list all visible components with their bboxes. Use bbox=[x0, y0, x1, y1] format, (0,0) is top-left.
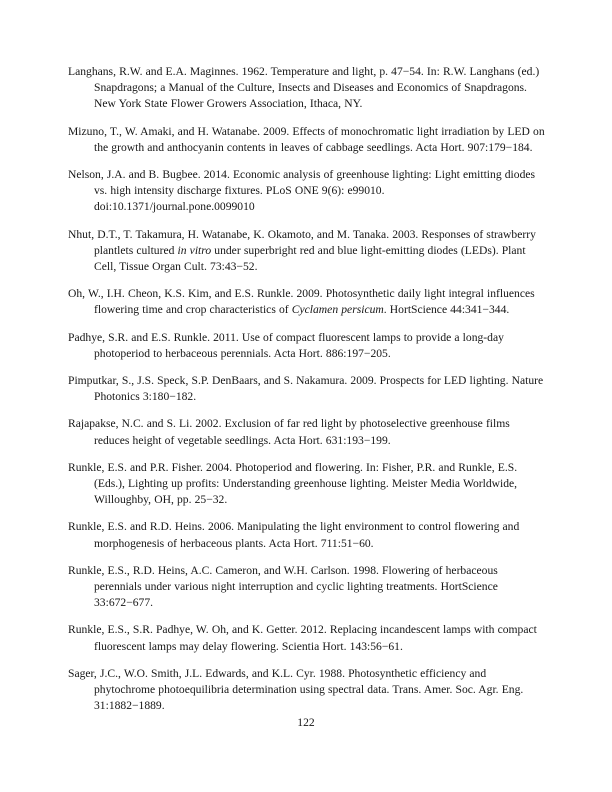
reference-list bbox=[68, 64, 546, 726]
reference-text: Langhans, R.W. and E.A. Maginnes. 1962. Temperature and light, p. 47−54. In: R.W. Langhans (ed.) Snapdragons; a Manual of the Culture, Insects and Diseases and Economics of Snapdragons. New York State Flower Growers Association, Ithaca, NY. bbox=[68, 65, 540, 111]
reference-text: under superbright red and blue light-emitting diodes (LEDs). Plant Cell, Tissue Organ Cult. 73:43−52. bbox=[94, 243, 526, 274]
reference-text: Oh, W., I.H. Cheon, K.S. Kim, and E.S. Runkle. 2009. Photosynthetic daily light integral influences flowering time and crop characteristics of bbox=[68, 287, 535, 317]
page-number: 122 bbox=[297, 716, 315, 729]
reference-text: Pimputkar, S., J.S. Speck, S.P. DenBaars, and S. Nakamura. 2009. Prospects for LED lighting. Nature Photonics 3:180−182. bbox=[68, 374, 544, 404]
reference-entry bbox=[68, 519, 546, 551]
reference-text: Padhye, S.R. and E.S. Runkle. 2011. Use of compact fluorescent lamps to provide a long-day photoperiod to herbaceous perennials. Acta Hort. 886:197−205. bbox=[68, 330, 504, 360]
reference-text: Nhut, D.T., T. Takamura, H. Watanabe, K. Okamoto, and M. Tanaka. 2003. Responses of strawberry plantlets cultured bbox=[68, 227, 536, 257]
reference-entry bbox=[68, 124, 546, 156]
reference-text: Runkle, E.S. and P.R. Fisher. 2004. Photoperiod and flowering. In: Fisher, P.R. and Runkle, E.S. (Eds.), Lighting up profits: Understanding greenhouse lighting. Meister Media Worldwide, Willoughby, OH, pp. 25−32. bbox=[68, 460, 518, 507]
reference-text: Runkle, E.S. and R.D. Heins. 2006. Manipulating the light environment to control flowering and morphogenesis of herbaceous plants. Acta Hort. 711:51−60. bbox=[68, 520, 520, 550]
reference-text: . HortScience 44:341−344. bbox=[383, 303, 510, 317]
reference-italic-text: in vitro bbox=[177, 243, 212, 257]
reference-entry bbox=[68, 330, 546, 362]
reference-text: Mizuno, T., W. Amaki, and H. Watanabe. 2009. Effects of monochromatic light irradiation by LED on the growth and anthocyanin contents in leaves of cabbage seedlings. Acta Hort. 907:179−184. bbox=[68, 124, 545, 154]
reference-entry bbox=[68, 64, 546, 113]
reference-text: Rajapakse, N.C. and S. Li. 2002. Exclusion of far red light by photoselective greenhouse films reduces height of vegetable seedlings. Acta Hort. 631:193−199. bbox=[68, 417, 510, 447]
reference-entry bbox=[68, 227, 546, 276]
reference-entry bbox=[68, 622, 546, 654]
reference-entry bbox=[68, 373, 546, 405]
reference-text: Runkle, E.S., S.R. Padhye, W. Oh, and K. Getter. 2012. Replacing incandescent lamps with compact fluorescent lamps may delay flowering. Scientia Hort. 143:56−61. bbox=[68, 623, 537, 653]
reference-italic-text: Cyclamen persicum bbox=[291, 303, 384, 317]
reference-text: Runkle, E.S., R.D. Heins, A.C. Cameron, and W.H. Carlson. 1998. Flowering of herbaceous perennials under various night interruption and cyclic lighting treatments. HortScience 33:672−677. bbox=[68, 563, 498, 610]
reference-entry bbox=[68, 460, 546, 509]
reference-text: Sager, J.C., W.O. Smith, J.L. Edwards, and K.L. Cyr. 1988. Photosynthetic efficiency and phytochrome photoequilibria determination using spectral data. Trans. Amer. Soc. Agr. Eng. 31:1882−1889. bbox=[68, 666, 524, 713]
reference-entry bbox=[68, 167, 546, 216]
reference-text: Nelson, J.A. and B. Bugbee. 2014. Economic analysis of greenhouse lighting: Light emitting diodes vs. high intensity discharge fixtures. PLoS ONE 9(6): e99010. doi:10.1371/journal.pone.0099010 bbox=[68, 168, 536, 214]
reference-entry bbox=[68, 563, 546, 612]
reference-entry bbox=[68, 416, 546, 448]
reference-entry bbox=[68, 286, 546, 318]
reference-entry bbox=[68, 666, 546, 715]
